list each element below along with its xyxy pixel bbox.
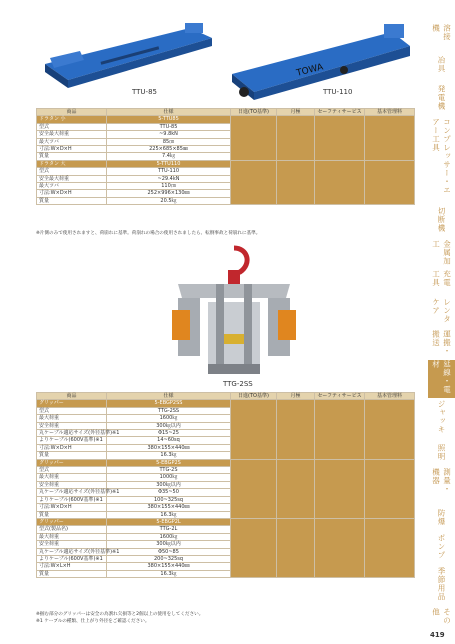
group-row (37, 116, 415, 123)
group-code: 5-EBGP2L (107, 518, 231, 525)
spec-value: 14~60sq (107, 437, 231, 444)
sidebar-item[interactable] (428, 608, 455, 630)
spec-value: Φ15~25 (107, 430, 231, 437)
group-title: グリッパー (37, 518, 107, 525)
spec-label: 型式 (37, 467, 107, 474)
column-header: 仕様 (107, 109, 231, 116)
price-cell (231, 518, 277, 577)
spec-value: TTG-2SS (107, 407, 231, 414)
spec-label: 最大荷重 (37, 415, 107, 422)
sidebar-item-label: 測量・機器 (431, 468, 452, 494)
table-header-row (37, 109, 415, 116)
sidebar-item-label: 金属加工 (431, 240, 452, 266)
spec-value: TTG-2L (107, 526, 231, 533)
price-cell (231, 459, 277, 518)
table2-note: ※掴む部分のグリッパーは安全の為割れ欠損等と2個以上の使用をしてください。 (36, 612, 204, 617)
ttu-85-caption: TTU-85 (132, 88, 157, 96)
group-row (37, 459, 415, 466)
sidebar-item[interactable] (428, 400, 455, 434)
sidebar-item-label: 溶接機 (431, 24, 452, 41)
sidebar-item[interactable] (428, 438, 455, 466)
spec-label: 丸ケーブル適応サイズ(外径基準)※1 (37, 489, 107, 496)
sidebar-item[interactable] (428, 24, 455, 46)
spec-label: 型式(製品名) (37, 526, 107, 533)
price-cell (277, 400, 315, 459)
page-number: 419 (430, 631, 445, 639)
column-header: 商品 (37, 109, 107, 116)
price-cell (365, 116, 415, 160)
column-header: 基本管理料 (365, 109, 415, 116)
spec-label: 質量 (37, 452, 107, 459)
sidebar-item-label: 季節用品 (437, 567, 446, 601)
spec-label: 寸法:W×D×H (37, 444, 107, 451)
spec-label: 寸法:W×D×H (37, 504, 107, 511)
spec-value: 200~325sq (107, 555, 231, 562)
column-header: 月極 (277, 109, 315, 116)
spec-value: 380×155×440㎜ (107, 444, 231, 451)
spec-label: 最大荷重 (37, 533, 107, 540)
spec-label: 安全荷重 (37, 541, 107, 548)
ttu-110-caption: TTU-110 (323, 88, 353, 96)
price-cell (315, 518, 365, 577)
spec-value: 252×996×130㎜ (107, 190, 231, 197)
group-row (37, 400, 415, 407)
price-cell (231, 400, 277, 459)
price-cell (315, 160, 365, 204)
spec-value: 85㎝ (107, 138, 231, 145)
price-cell (365, 459, 415, 518)
spec-label: よりケーブル(600V基準)※1 (37, 496, 107, 503)
spec-label: 丸ケーブル適応サイズ(外径基準)※1 (37, 430, 107, 437)
spec-value: 380×155×440㎜ (107, 563, 231, 570)
price-cell (315, 116, 365, 160)
spec-value: TTG-2S (107, 467, 231, 474)
sidebar-item[interactable] (428, 204, 455, 236)
spec-label: 寸法:W×L×H (37, 563, 107, 570)
group-title: ドラタン 小 (37, 116, 107, 123)
spec-value: 300㎏以内 (107, 481, 231, 488)
sidebar-item[interactable] (428, 360, 455, 398)
spec-value: 380×155×440㎜ (107, 504, 231, 511)
group-title: グリッパー (37, 400, 107, 407)
towa-logo: TOWA (295, 62, 325, 79)
group-row (37, 160, 415, 167)
spec-label: よりケーブル(600V基準)※1 (37, 437, 107, 444)
sidebar-item-label: ジャッキ (437, 400, 446, 434)
spec-label: 安全最大荷重 (37, 175, 107, 182)
table1-note: ※片側のみで使用されますと、荷崩れに基準。荷崩れの場合の使用されましたら、転倒事故と荷崩れに基準。 (36, 231, 261, 236)
spec-label: 寸法:W×D×H (37, 190, 107, 197)
ttu-110-image (224, 18, 414, 100)
spec-label: 質量 (37, 153, 107, 160)
price-cell (365, 400, 415, 459)
sidebar-item[interactable] (428, 118, 455, 200)
sidebar-item-label: レンタケア (431, 298, 452, 324)
sidebar-item[interactable] (428, 240, 455, 266)
spec-label: 安全最大荷重 (37, 131, 107, 138)
ttg-spec-table (36, 392, 415, 578)
spec-label: 最大ツバ (37, 138, 107, 145)
sidebar-item-label: その他 (431, 608, 452, 625)
spec-value: 100~325sq (107, 496, 231, 503)
spec-label: 寸法:W×D×H (37, 146, 107, 153)
column-header: 日進(TO基準) (231, 109, 277, 116)
ttg-2ss-caption: TTG-2SS (223, 380, 253, 388)
sidebar-item-label: 防爆 (437, 508, 446, 526)
spec-value: TTU-85 (107, 123, 231, 130)
spec-value: 110㎝ (107, 183, 231, 190)
price-cell (315, 459, 365, 518)
column-header: 基本管理料 (365, 393, 415, 400)
price-cell (231, 160, 277, 204)
spec-label: 型式 (37, 123, 107, 130)
price-cell (231, 116, 277, 160)
group-row (37, 518, 415, 525)
spec-value: 16.3㎏ (107, 452, 231, 459)
spec-value: 16.3㎏ (107, 511, 231, 518)
spec-label: 質量 (37, 570, 107, 577)
sidebar-item[interactable] (428, 330, 455, 358)
spec-value: 16.3㎏ (107, 570, 231, 577)
sidebar-item-label: 照明 (437, 443, 446, 461)
table2-footnote: ※1 ケーブルの種類、仕上がり外径をご確認ください。 (36, 619, 150, 624)
spec-value: ~9.8kN (107, 131, 231, 138)
spec-label: 型式 (37, 407, 107, 414)
spec-value: ~29.4kN (107, 175, 231, 182)
sidebar-item-label: 冶具 (437, 55, 446, 73)
spec-value: 300㎏以内 (107, 541, 231, 548)
spec-label: 最大ツバ (37, 183, 107, 190)
ttu-85-image (40, 18, 220, 88)
column-header: 仕様 (107, 393, 231, 400)
sidebar-item-label: 運搬・搬送 (431, 330, 452, 356)
spec-label: 丸ケーブル適応サイズ(外径基準)※1 (37, 548, 107, 555)
sidebar-item-label: 充電工具 (431, 270, 452, 287)
spec-value: 1600㎏ (107, 415, 231, 422)
spec-value: Φ35~50 (107, 489, 231, 496)
spec-value: Φ50~85 (107, 548, 231, 555)
group-code: 5-TTU110 (107, 160, 231, 167)
group-code: 5-EBGP2S (107, 459, 231, 466)
spec-label: よりケーブル(600V基準)※1 (37, 555, 107, 562)
sidebar-item[interactable] (428, 504, 455, 530)
sidebar-item-label: 延線・電材 (431, 360, 452, 394)
group-title: グリッパー (37, 459, 107, 466)
spec-value: 225×685×85㎜ (107, 146, 231, 153)
price-cell (365, 518, 415, 577)
sidebar-item[interactable] (428, 270, 455, 294)
spec-label: 質量 (37, 511, 107, 518)
spec-value: 7.4㎏ (107, 153, 231, 160)
spec-label: 安全荷重 (37, 481, 107, 488)
group-title: ドラタン 大 (37, 160, 107, 167)
price-cell (277, 116, 315, 160)
sidebar-item-label: ポンプ (437, 534, 446, 560)
spec-label: 最大荷重 (37, 474, 107, 481)
sidebar-item[interactable] (428, 468, 455, 500)
column-header: 月極 (277, 393, 315, 400)
ttg-2ss-image (168, 244, 300, 380)
sidebar-item[interactable] (428, 298, 455, 326)
column-header: 日進(TO基準) (231, 393, 277, 400)
sidebar-item[interactable] (428, 534, 455, 560)
spec-label: 型式 (37, 168, 107, 175)
spec-label: 質量 (37, 197, 107, 204)
price-cell (365, 160, 415, 204)
spec-value: 1600㎏ (107, 533, 231, 540)
sidebar-item-label: コンプレッサー・エアー工具 (431, 118, 452, 195)
spec-value: 20.5㎏ (107, 197, 231, 204)
spec-value: 1000㎏ (107, 474, 231, 481)
column-header: 商品 (37, 393, 107, 400)
sidebar-item[interactable] (428, 82, 455, 114)
sidebar-item-label: 発電機 (437, 85, 446, 111)
column-header: セーフティサービス (315, 393, 365, 400)
group-code: 5-TTU85 (107, 116, 231, 123)
price-cell (315, 400, 365, 459)
spec-label: 安全荷重 (37, 422, 107, 429)
spec-value: TTU-110 (107, 168, 231, 175)
sidebar-item[interactable] (428, 54, 455, 74)
spec-value: 300㎏以内 (107, 422, 231, 429)
price-cell (277, 160, 315, 204)
price-cell (277, 518, 315, 577)
sidebar-item[interactable] (428, 564, 455, 604)
group-code: 5-EBGP2SS (107, 400, 231, 407)
sidebar-item-label: 切断機 (437, 207, 446, 233)
column-header: セーフティサービス (315, 109, 365, 116)
table-header-row (37, 393, 415, 400)
category-sidebar (428, 0, 455, 644)
ttu-spec-table (36, 108, 415, 205)
price-cell (277, 459, 315, 518)
